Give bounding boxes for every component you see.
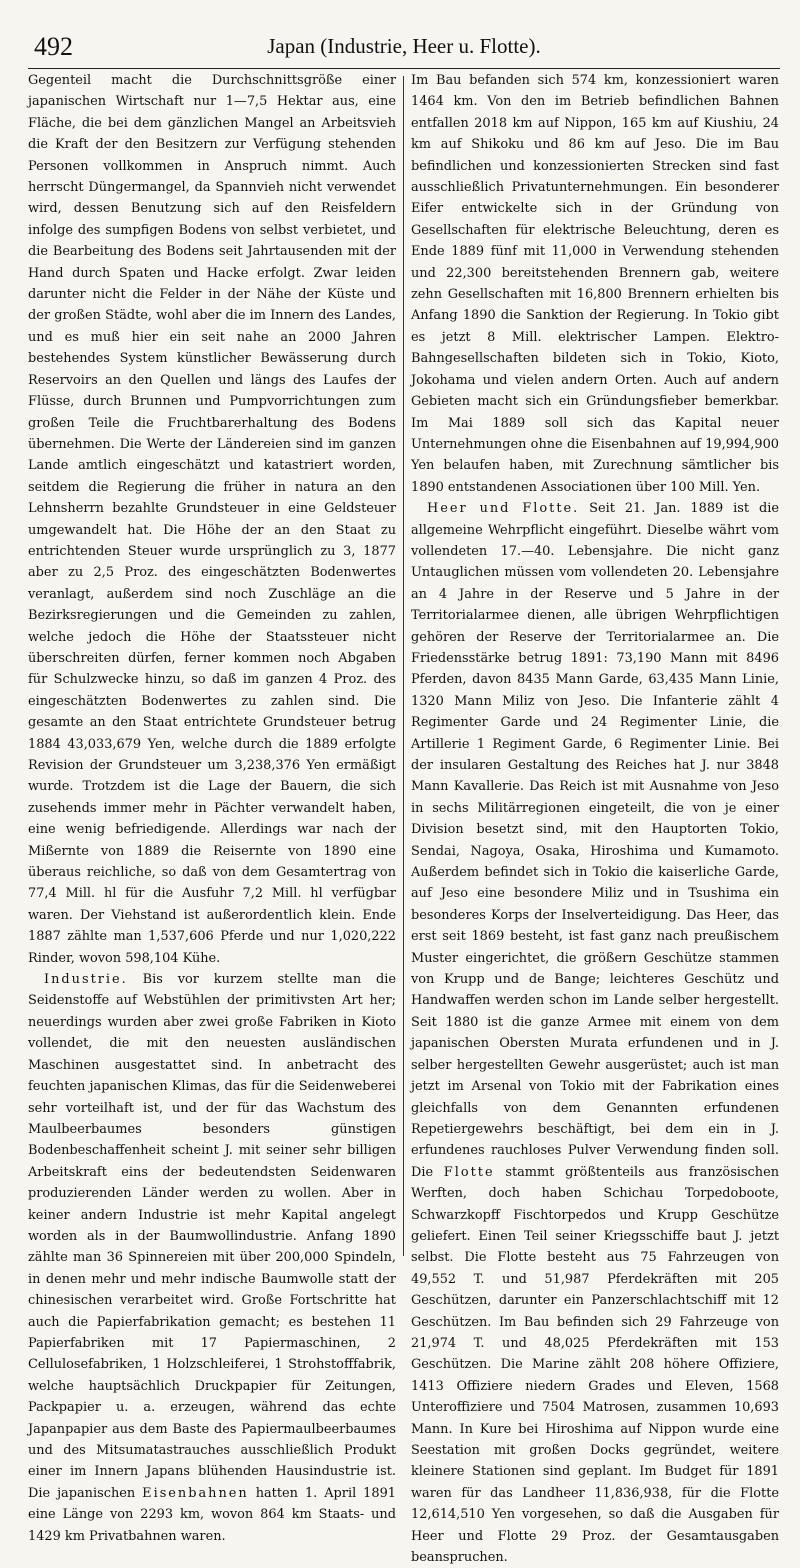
paragraph-army-text: Seit 21. Jan. 1889 ist die allgemeine Wehrpflicht eingeführt. Dieselbe währt vom vollendeten 17.—40. Lebensjahre. Die nicht ganz Untauglichen müssen vom vollendeten 20. Lebensjahre an 4 Jahre in der Reserve und 5 Jahre in der Territorialarmee dienen, alle übrigen Wehrpflichtigen gehören der Reserve der Territorialarmee an. Die Friedensstärke betrug 1891: 73,190 Mann mit 8496 Pferden, davon 8435 Mann Garde, 63,435 Mann Linie, 1320 Mann Miliz von Jeso. Die Infanterie zählt 4 Regimenter Garde und 24 Regimenter Linie, die Artillerie 1 Regiment Garde, 6 Regimenter Linie. Bei der insularen Gestaltung des Reiches hat J. nur 3848 Mann Kavallerie. Das Reich ist mit Ausnahme von Jeso in sechs Militärregionen eingeteilt, die von je einer Division besetzt sind, mit den Hauptorten Tokio, Sendai, Nagoya, Osaka, Hiroshima und Kumamoto. Außerdem befindet sich in Tokio die kaiserliche Garde, auf Jeso eine besondere Miliz und in Tsushima ein besonderes Korps der Inselverteidigung. Das Heer, das erst seit 1869 besteht, ist fast ganz nach preußischem Muster eingerichtet, die größern Geschütze stammen von Krupp und de Bange; leichteres Geschütz und Handwaffen werden schon im Lande selber hergestellt. Seit 1880 ist die ganze Armee mit einem von dem japanischen Obersten Murata erfundenen und in J. selber hergestellten Gewehr ausgerüstet; auch ist man jetzt im Arsenal von Tokio mit der Fabrikation eines gleichfalls von dem Genannten erfundenen Repetiergewehrs beschäftigt, bei dem ein in J. erfundenes rauchloses Pulver Verwendung finden soll. Die bbox=[411, 501, 779, 1180]
paragraph-railways-continued: Im Bau befanden sich 574 km, konzessioniert waren 1464 km. Von den im Betrieb befindlichen Bahnen entfallen 2018 km auf Nippon, 165 km auf Kiushiu, 24 km auf Shikoku und 86 km auf Jeso. Die im Bau befindlichen und konzessionierten Strecken sind fast ausschließlich Privatunternehmungen. Ein besonderer Eifer entwickelte sich in der Gründung von Gesellschaften für elektrische Beleuchtung, deren es Ende 1889 fünf mit 11,000 in Verwendung stehenden und 22,300 bereitstehenden Brennern gab, weitere zehn Gesellschaften mit 16,800 Brennern erhielten bis Anfang 1890 die Sanktion der Regierung. In Tokio gibt es jetzt 8 Mill. elektrischer Lampen. Elektro-Bahngesellschaften bildeten sich in Tokio, Kioto, Jokohama und vielen andern Orten. Auch auf andern Gebieten macht sich ein Gründungsfieber bemerkbar. Im Mai 1889 soll sich das Kapital neuer Unternehmungen ohne die Eisenbahnen auf 19,994,900 Yen belaufen haben, mit Zurechnung sämtlicher bis 1890 entstandenen Associationen über 100 Mill. Yen. bbox=[411, 73, 779, 495]
section-heading-railways: Eisenbahnen bbox=[142, 1485, 249, 1501]
page-number: 492 bbox=[34, 32, 73, 61]
section-heading-fleet: Flotte bbox=[443, 1164, 495, 1180]
paragraph-industry bbox=[28, 969, 396, 1547]
paragraph-army bbox=[411, 498, 779, 1568]
paragraph-railways-text: hatten 1. April 1891 eine Länge von 2293 km, wovon 864 km Staats- und 1429 km Privatbahnen waren. bbox=[28, 1485, 396, 1544]
left-column bbox=[28, 70, 396, 1544]
paragraph-agriculture: Gegenteil macht die Durchschnittsgröße einer japanischen Wirtschaft nur 1—7,5 Hektar aus, eine Fläche, die bei dem gänzlichen Mangel an Arbeitsvieh die Kraft der den Besitzern zur Verfügung stehenden Personen vollkommen in Anspruch nimmt. Auch herrscht Düngermangel, da Spannvieh nicht verwendet wird, dessen Benutzung sich auf den Reisfeldern infolge des sumpfigen Bodens von selbst verbietet, und die Bearbeitung des Bodens seit Jahrtausenden mit der Hand durch Spaten und Hacke erfolgt. Zwar leiden darunter nicht die Felder in der Nähe der Küste und der großen Städte, wohl aber die im Innern des Landes, und es muß hier ein seit nahe an 2000 Jahren bestehendes System künstlicher Bewässerung durch Reservoirs an den Quellen und längs des Laufes der Flüsse, durch Brunnen und Pumpvorrichtungen zum großen Teile die Fruchtbarerhaltung des Bodens übernehmen. Die Werte der Ländereien sind im ganzen Lande amtlich eingeschätzt und katastriert worden, seitdem die Regierung die früher in natura an den Lehnsherrn bezahlte Grundsteuer in eine Geldsteuer umgewandelt hat. Die Höhe der an den Staat zu entrichtenden Steuer wurde ursprünglich zu 3, 1877 aber zu 2,5 Proz. des eingeschätzten Bodenwertes veranlagt, außerdem sind noch Zuschläge an die Bezirksregierungen und die Gemeinden zu zahlen, welche jedoch die Höhe der Staatssteuer nicht überschreiten dürfen, ferner kommen noch Abgaben für Schulzwecke hinzu, so daß im ganzen 4 Proz. des eingeschätzten Bodenwertes zu zahlen sind. Die gesamte an den Staat entrichtete Grundsteuer betrug 1884 43,033,679 Yen, welche durch die 1889 erfolgte Revision der Grundsteuer um 3,238,376 Yen ermäßigt wurde. Trotzdem ist die Lage der Bauern, die sich zusehends immer mehr in Pächter verwandelt haben, eine wenig befriedigende. Allerdings war nach der Mißernte von 1889 die Reisernte von 1890 eine überaus reichliche, so daß von dem Gesamtertrag von 77,4 Mill. hl für die Ausfuhr 7,2 Mill. hl verfügbar waren. Der Viehstand ist außerordentlich klein. Ende 1887 zählte man 1,537,606 Pferde und nur 1,020,222 Rinder, wovon 598,104 Kühe. bbox=[28, 73, 396, 966]
right-column bbox=[411, 70, 779, 1566]
column-divider bbox=[403, 76, 404, 1256]
paragraph-industry-text: Bis vor kurzem stellte man die Seidenstoffe auf Webstühlen der primitivsten Art her; neuerdings wurden aber zwei große Fabriken in Kioto vollendet, die mit den neuesten ausländischen Maschinen ausgestattet sind. In anbetracht des feuchten japanischen Klimas, das für die Seidenweberei sehr vorteilhaft ist, und der für das Wachstum des Maulbeerbaumes besonders günstigen Bodenbeschaffenheit scheint J. mit seiner sehr billigen Arbeitskraft eins der bedeutendsten Seidenwaren produzierenden Länder werden zu wollen. Aber in keiner andern Industrie ist mehr Kapital angelegt worden als in der Baumwollindustrie. Anfang 1890 zählte man 36 Spinnereien mit über 200,000 Spindeln, in denen mehr und mehr indische Baumwolle statt der chinesischen verarbeitet wird. Große Fortschritte hat auch die Papierfabrikation gemacht; es bestehen 11 Papierfabriken mit 17 Papiermaschinen, 2 Cellulosefabriken, 1 Holzschleiferei, 1 Strohstofffabrik, welche hauptsächlich Druckpapier für Zeitungen, Packpapier u. a. erzeugen, während das echte Japanpapier aus dem Baste des Papiermaulbeerbaumes und des Mitsumatastrauches ausschließlich Produkt einer im Innern Japans blühenden Hausindustrie ist. Die japanischen bbox=[28, 972, 396, 1501]
paragraph-fleet-text: stammt größtenteils aus französischen Werften, doch haben Schichau Torpedoboote, Schwarzkopff Fischtorpedos und Krupp Geschütze geliefert. Einen Teil seiner Kriegsschiffe baut J. jetzt selbst. Die Flotte besteht aus 75 Fahrzeugen von 49,552 T. und 51,987 Pferdekräften mit 205 Geschützen, darunter ein Panzerschlachtschiff mit 12 Geschützen. Im Bau befinden sich 29 Fahrzeuge von 21,974 T. und 48,025 Pferdekräften mit 153 Geschützen. Die Marine zählt 208 höhere Offiziere, 1413 Offiziere niedern Grades und Eleven, 1568 Unteroffiziere und 7504 Matrosen, zusammen 10,693 Mann. In Kure bei Hiroshima auf Nippon wurde eine Seestation mit großen Docks gegründet, weitere kleinere Stationen sind geplant. Im Budget für 1891 waren für das Landheer 11,836,938, für die Flotte 12,614,510 Yen vorgesehen, so daß die Ausgaben für Heer und Flotte 29 Proz. der Gesamtausgaben beanspruchen. bbox=[411, 1164, 779, 1566]
page-header bbox=[28, 28, 780, 69]
section-heading-army-navy: Heer und Flotte. bbox=[427, 501, 580, 517]
text-columns bbox=[28, 70, 780, 1566]
section-heading-industry: Industrie. bbox=[44, 972, 128, 988]
running-title: Japan (Industrie, Heer u. Flotte). bbox=[267, 34, 541, 58]
